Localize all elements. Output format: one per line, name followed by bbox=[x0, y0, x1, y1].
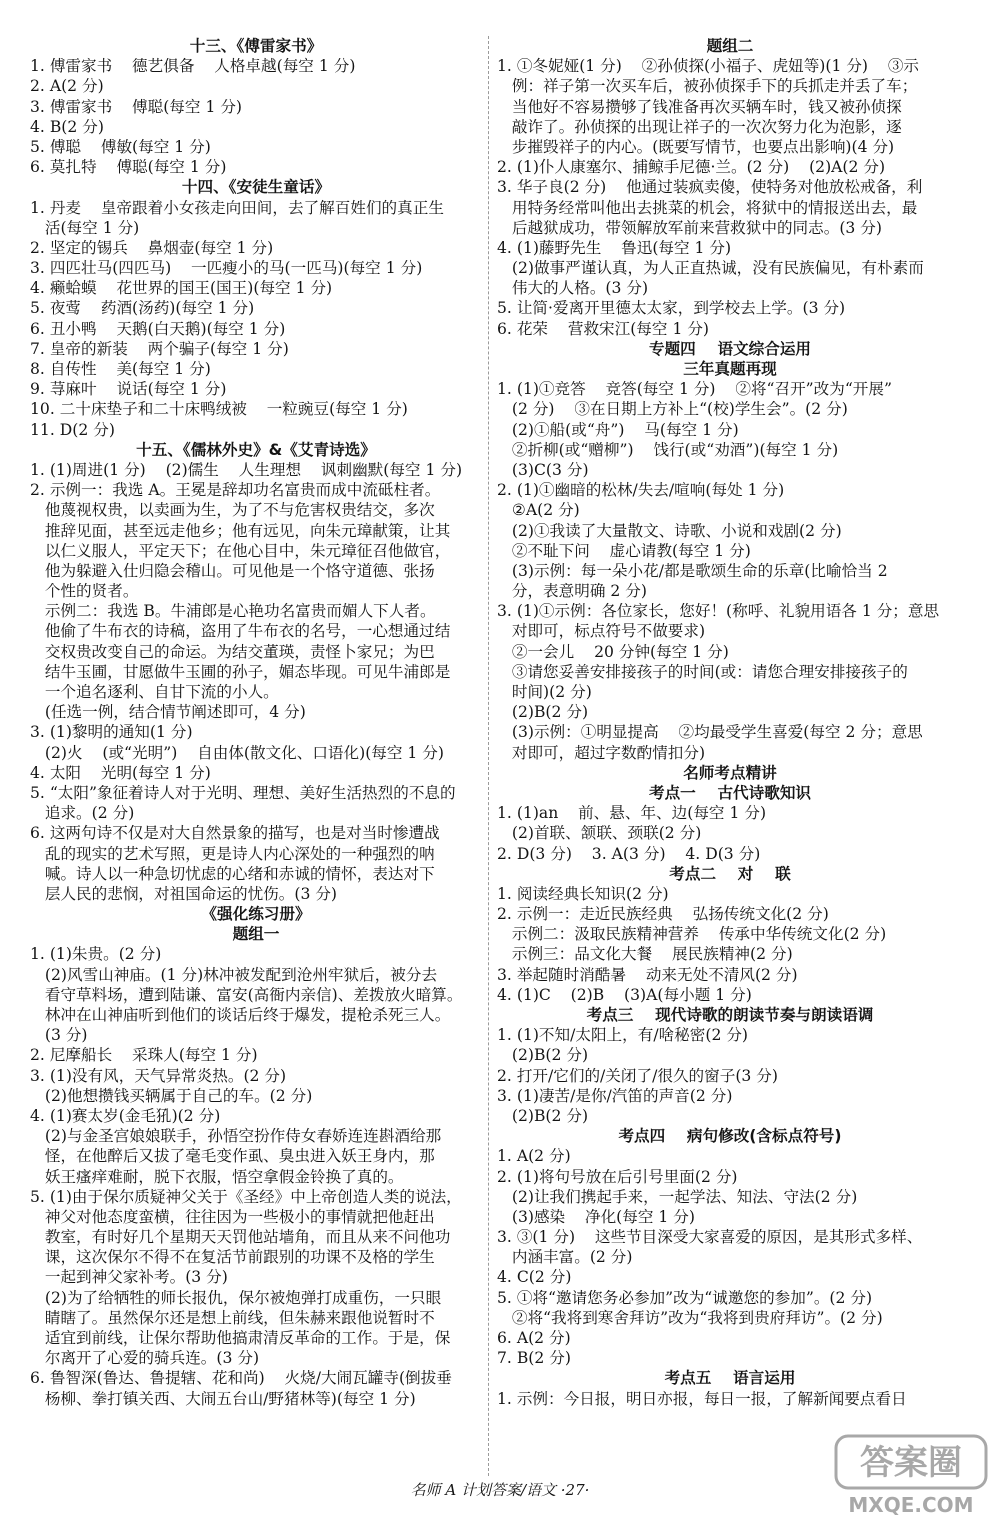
answer-line: (3 分) bbox=[30, 1026, 88, 1045]
answer-line: 2. 坚定的锡兵 鼻烟壶(每空 1 分) bbox=[30, 238, 274, 257]
answer-line: 6. 丑小鸭 天鹅(白天鹅)(每空 1 分) bbox=[30, 319, 286, 338]
answer-line: (2)他想攒钱买辆属于自己的车。(2 分) bbox=[30, 1086, 313, 1105]
right-column bbox=[497, 36, 963, 1409]
answer-line: 5. 夜莺 药酒(汤药)(每空 1 分) bbox=[30, 299, 255, 318]
answer-line: (2 分) ③在日期上方补上“(校)学生会”。(2 分) bbox=[497, 400, 848, 419]
answer-line: 6. A(2 分) bbox=[497, 1329, 571, 1347]
answer-line: 伟大的人格。(3 分) bbox=[497, 279, 649, 298]
answer-line: 怪，在他醉后又拔了毫毛变作虱、臭虫进入妖王身内，那 bbox=[30, 1147, 435, 1166]
answer-line: (2)火 (或“光明”) 自由体(散文化、口语化)(每空 1 分) bbox=[30, 743, 444, 762]
page-footer: 名师 A 计划答案/语文 ·27· bbox=[410, 1481, 590, 1499]
answer-line: (2)做事严谨认真，为人正直热诚，没有民族偏见，有朴素而 bbox=[497, 259, 924, 278]
answer-line: 适宜到前线，让保尔帮助他搞肃清反革命的工作。于是，保 bbox=[30, 1329, 451, 1347]
column-divider bbox=[488, 36, 489, 1476]
answer-line: 1. 示例：今日报，明日亦报，每日一报，了解新闻要点看日 bbox=[497, 1389, 907, 1408]
answer-line: 4. 太阳 光明(每空 1 分) bbox=[30, 763, 211, 782]
answer-line: (2)①船(或“舟”) 马(每空 1 分) bbox=[497, 420, 739, 439]
answer-line: 分，表意明确 2 分) bbox=[497, 582, 647, 601]
answer-line: 3. 举起随时消酷暑 动来无处不清风(2 分) bbox=[497, 965, 798, 984]
answer-line: 3. (1)黎明的通知(1 分) bbox=[30, 723, 193, 742]
section-heading: 十五、《儒林外史》&《艾青诗选》 bbox=[136, 440, 376, 459]
answer-line: 1. 傅雷家书 德艺俱备 人格卓越(每空 1 分) bbox=[30, 57, 356, 76]
watermark-url: MXQE.COM bbox=[848, 1493, 974, 1517]
answer-line: 2. 示例一：我选 A。王冕是辞却功名富贵而成中流砥柱者。 bbox=[30, 481, 441, 500]
answer-line: 3. (1)没有风，天气异常炎热。(2 分) bbox=[30, 1066, 287, 1085]
answer-line: 对即可，标点符号不做要求) bbox=[497, 622, 706, 641]
answer-line: 步摧毁祥子的内心。(既要写情节，也要点出影响)(4 分) bbox=[497, 137, 895, 156]
answer-line: 1. (1)朱贵。(2 分) bbox=[30, 945, 162, 964]
left-column bbox=[30, 36, 482, 1409]
answer-line: (2)①我读了大量散文、诗歌、小说和戏剧(2 分) bbox=[497, 521, 842, 540]
answer-line: 6. 花荣 营救宋江(每空 1 分) bbox=[497, 319, 710, 338]
answer-line: 1. 阅读经典长知识(2 分) bbox=[497, 884, 669, 903]
section-heading: 考点二 对 联 bbox=[669, 864, 791, 883]
answer-line: 喊。诗人以一种急切忧虑的心绪和赤诚的情怀，表达对下 bbox=[30, 864, 435, 883]
answer-line: 3. (1)①示例：各位家长，您好！(称呼、礼貌用语各 1 分；意思 bbox=[497, 602, 940, 621]
answer-line: 杨柳、拳打镇关西、大闹五台山/野猪林等)(每空 1 分) bbox=[30, 1389, 416, 1408]
answer-line: 内涵丰富。(2 分) bbox=[497, 1248, 633, 1267]
answer-line: 对即可，超过字数酌情扣分) bbox=[497, 743, 706, 762]
answer-line: 3. 四匹壮马(四匹马) 一匹瘦小的马(一匹马)(每空 1 分) bbox=[30, 259, 423, 278]
answer-line: 个性的贤者。 bbox=[30, 582, 139, 601]
answer-line: 1. (1)周进(1 分) (2)儒生 人生理想 讽刺幽默(每空 1 分) bbox=[30, 460, 463, 479]
section-heading: 考点一 古代诗歌知识 bbox=[648, 783, 812, 802]
answer-line: 5. (1)由于保尔质疑神父关于《圣经》中上帝创造人类的说法， bbox=[30, 1187, 462, 1206]
answer-line: 6. 莫扎特 傅聪(每空 1 分) bbox=[30, 158, 227, 177]
answer-line: 2. 尼摩船长 采珠人(每空 1 分) bbox=[30, 1046, 258, 1065]
section-heading: 考点三 现代诗歌的朗读节奏与朗读语调 bbox=[586, 1006, 874, 1024]
answer-line: 示例二：汲取民族精神营养 传承中华传统文化(2 分) bbox=[497, 925, 887, 944]
answer-line: 3. 华子良(2 分) 他通过装疯卖傻，使特务对他放松戒备，利 bbox=[497, 178, 923, 197]
answer-line: 2. (1)将句号放在后引号里面(2 分) bbox=[497, 1167, 738, 1186]
answer-line: 一起到神父家补考。(3 分) bbox=[30, 1268, 228, 1287]
watermark-logo bbox=[832, 1432, 990, 1520]
answer-line: 2. 打开/它们的/关闭了/很久的窗子(3 分) bbox=[497, 1066, 778, 1085]
answer-line: 2. 示例一：走近民族经典 弘扬传统文化(2 分) bbox=[497, 905, 829, 924]
answer-line: 8. 自传性 美(每空 1 分) bbox=[30, 360, 211, 378]
answer-line: ②折柳(或“赠柳”) 饯行(或“劝酒”)(每空 1 分) bbox=[497, 440, 839, 459]
answer-line: 看守草料场，遭到陆谦、富安(高衙内亲信)、差拨放火暗算。 bbox=[30, 985, 463, 1004]
answer-line: 4. (1)藤野先生 鲁迅(每空 1 分) bbox=[497, 238, 732, 257]
answer-line: 4. (1)C (2)B (3)A(每小题 1 分) bbox=[497, 985, 752, 1004]
answer-line: ②将“我将到寒舍拜访”改为“我将到贵府拜访”。(2 分) bbox=[497, 1308, 883, 1327]
answer-line: 6. 这两句诗不仅是对大自然景象的描写，也是对当时惨遭战 bbox=[30, 824, 440, 843]
answer-line: 4. B(2 分) bbox=[30, 117, 104, 136]
answer-line: 2. D(3 分) 3. A(3 分) 4. D(3 分) bbox=[497, 844, 761, 863]
answer-line: 妖王瘙痒难耐，脱下衣服，悟空拿假金铃换了真的。 bbox=[30, 1167, 404, 1186]
answer-line: (3)示例：每一朵小花/都是歌颂生命的乐章(比喻恰当 2 bbox=[497, 561, 888, 580]
answer-line: 后越狱成功，带领解放军前来营救狱中的同志。(3 分) bbox=[497, 218, 882, 237]
answer-line: ③请您妥善安排接孩子的时间(或：请您合理安排接孩子的 bbox=[497, 662, 908, 681]
answer-line: 尔离开了心爱的骑兵连。(3 分) bbox=[30, 1349, 260, 1368]
answer-line: ②A(2 分) bbox=[497, 501, 580, 520]
answer-line: (3)示例：①明显提高 ②均最受学生喜爱(每空 2 分；意思 bbox=[497, 723, 923, 742]
answer-line: 2. (1)①幽暗的松林/失去/喧响(每处 1 分) bbox=[497, 481, 785, 500]
answer-line: 神父对他态度蛮横，往往因为一些极小的事情就把他赶出 bbox=[30, 1207, 435, 1226]
section-heading: 考点四 病句修改(含标点符号) bbox=[618, 1127, 842, 1146]
section-heading: 十四、《安徒生童话》 bbox=[181, 178, 331, 197]
answer-line: (2)为了给牺牲的师长报仇，保尔被炮弹打成重伤，一只眼 bbox=[30, 1288, 442, 1307]
section-heading: 名师考点精讲 bbox=[683, 763, 777, 782]
answer-line: 5. 傅聪 傅敏(每空 1 分) bbox=[30, 137, 211, 156]
answer-line: (3)C(3 分) bbox=[497, 460, 589, 479]
section-heading: 题组二 bbox=[706, 37, 754, 55]
answer-line: (2)与金圣宫娘娘联手，孙悟空扮作侍女春娇连连斟酒给那 bbox=[30, 1127, 442, 1146]
answer-line: (2)让我们携起手来，一起学法、知法、守法(2 分) bbox=[497, 1187, 858, 1206]
answer-line: 1. (1)①竞答 竞答(每空 1 分) ②将“召开”改为“开展” bbox=[497, 380, 892, 399]
answer-line: 4. C(2 分) bbox=[497, 1268, 572, 1287]
answer-line: 3. (1)凄苦/是你/汽笛的声音(2 分) bbox=[497, 1086, 733, 1105]
answer-line: 推辞见面，甚至远走他乡；他有远见，向朱元璋献策，让其 bbox=[30, 521, 451, 540]
answer-line: 1. (1)不知/太阳上，有/啥秘密(2 分) bbox=[497, 1026, 749, 1045]
answer-line: 一个追名逐利、自甘下流的小人。 bbox=[30, 683, 279, 701]
answer-line: 7. 皇帝的新装 两个骗子(每空 1 分) bbox=[30, 339, 289, 358]
answer-line: 1. A(2 分) bbox=[497, 1147, 571, 1166]
answer-line: 示例三：品文化大餐 展民族精神(2 分) bbox=[497, 945, 793, 964]
answer-line: 林冲在山神庙听到他们的谈话后终于爆发，提枪杀死三人。 bbox=[30, 1006, 451, 1024]
answer-line: 1. ①冬妮娅(1 分) ②孙侦探(小福子、虎妞等)(1 分) ③示 bbox=[497, 57, 920, 76]
answer-line: 示例二：我选 B。牛浦郎是心艳功名富贵而媚人下人者。 bbox=[30, 602, 436, 621]
answer-line: 例：祥子第一次买车后，被孙侦探手下的兵抓走并丢了车； bbox=[497, 77, 918, 96]
answer-line: 5. “太阳”象征着诗人对于光明、理想、美好生活热烈的不息的 bbox=[30, 783, 456, 802]
answer-line: 5. ①将“邀请您务必参加”改为“诚邀您的参加”。(2 分) bbox=[497, 1288, 873, 1307]
answer-line: (3)感染 净化(每空 1 分) bbox=[497, 1207, 695, 1226]
section-heading: 三年真题再现 bbox=[683, 360, 777, 378]
answer-line: 以仁义服人，平定天下；在他心目中，朱元璋征召他做官， bbox=[30, 541, 451, 560]
section-heading: 考点五 语言运用 bbox=[664, 1369, 796, 1388]
answer-line: 层人民的悲悯，对祖国命运的忧伤。(3 分) bbox=[30, 884, 338, 903]
answer-line: 2. A(2 分) bbox=[30, 77, 104, 96]
answer-line: (2)B(2 分) bbox=[497, 1046, 589, 1065]
answer-line: 睛瞎了。虽然保尔还是想上前线，但朱赫来跟他说暂时不 bbox=[30, 1308, 435, 1327]
answer-line: (2)首联、颔联、颈联(2 分) bbox=[497, 824, 702, 843]
answer-line: 活(每空 1 分) bbox=[30, 218, 140, 237]
answer-line: 敲诈了。孙侦探的出现让祥子的一次次努力化为泡影，逐 bbox=[497, 117, 902, 136]
answer-line: 交权贵改变自己的命运。为结交董瑛，责怪卜家兄；为巴 bbox=[30, 642, 435, 661]
answer-line: 10. 二十床垫子和二十床鸭绒被 一粒豌豆(每空 1 分) bbox=[30, 400, 408, 419]
answer-line: 乱的现实的艺术写照，更是诗人内心深处的一种强烈的呐 bbox=[30, 844, 435, 863]
answer-line: 教室，有时好几个星期天天罚他站墙角，而且从来不问他功 bbox=[30, 1228, 451, 1247]
watermark-text: 答案圈 bbox=[860, 1443, 962, 1483]
answer-line: ②不耻下问 虚心请教(每空 1 分) bbox=[497, 541, 751, 560]
answer-line: 5. 让简·爱离开里德太太家，到学校去上学。(3 分) bbox=[497, 299, 846, 318]
section-heading: 十三、《傅雷家书》 bbox=[189, 37, 323, 55]
section-heading: 专题四 语文综合运用 bbox=[648, 339, 812, 358]
answer-line: (任选一例，结合情节阐述即可，4 分) bbox=[30, 703, 306, 722]
answer-line: 他蔑视权贵，以卖画为生，为了不与危害权贵结交，多次 bbox=[30, 501, 435, 520]
answer-line: (2)B(2 分) bbox=[497, 703, 589, 722]
answer-line: 时间)(2 分) bbox=[497, 683, 592, 701]
answer-line: 追求。(2 分) bbox=[30, 804, 135, 823]
answer-line: 当他好不容易攒够了钱准备再次买辆车时，钱又被孙侦探 bbox=[497, 97, 902, 116]
section-heading: 《强化练习册》 bbox=[201, 905, 311, 924]
answer-line: 4. 癞蛤蟆 花世界的国王(国王)(每空 1 分) bbox=[30, 279, 333, 298]
answer-line: 1. 丹麦 皇帝跟着小女孩走向田间，去了解百姓们的真正生 bbox=[30, 198, 444, 217]
answer-line: 11. D(2 分) bbox=[30, 420, 115, 439]
answer-line: 6. 鲁智深(鲁达、鲁提辖、花和尚) 火烧/大闹瓦罐寺(倒拔垂 bbox=[30, 1369, 452, 1388]
answer-line: (2)B(2 分) bbox=[497, 1106, 589, 1125]
answer-line: 用特务经常叫他出去挑菜的机会，将狱中的情报送出去，最 bbox=[497, 198, 918, 217]
answer-line: 3. 傅雷家书 傅聪(每空 1 分) bbox=[30, 97, 243, 116]
answer-line: 1. (1)an 前、悬、年、边(每空 1 分) bbox=[497, 804, 767, 823]
answer-line: 2. (1)仆人康塞尔、捕鲸手尼德·兰。(2 分) (2)A(2 分) bbox=[497, 158, 886, 177]
answer-line: 他为躲避入仕归隐会稽山。可见他是一个恪守道德、张扬 bbox=[30, 561, 435, 580]
answer-line: (2)风雪山神庙。(1 分)林冲被发配到沧州牢狱后，被分去 bbox=[30, 965, 438, 984]
section-heading: 题组一 bbox=[232, 925, 280, 944]
answer-line: ②一会儿 20 分钟(每空 1 分) bbox=[497, 642, 729, 661]
answer-line: 他偷了牛布衣的诗稿，盗用了牛布衣的名号，一心想通过结 bbox=[30, 622, 451, 641]
answer-line: 7. B(2 分) bbox=[497, 1349, 571, 1368]
answer-line: 3. ③(1 分) 这些节目深受大家喜爱的原因，是其形式多样、 bbox=[497, 1228, 923, 1247]
answer-line: 9. 荨麻叶 说话(每空 1 分) bbox=[30, 380, 227, 399]
answer-line: 结牛玉圃，甘愿做牛玉圃的孙子，媚态毕现。可见牛浦郎是 bbox=[30, 662, 451, 681]
answer-line: 4. (1)赛太岁(金毛犼)(2 分) bbox=[30, 1106, 221, 1125]
answer-line: 课，这次保尔不得不在复活节前跟别的功课不及格的学生 bbox=[30, 1248, 435, 1267]
